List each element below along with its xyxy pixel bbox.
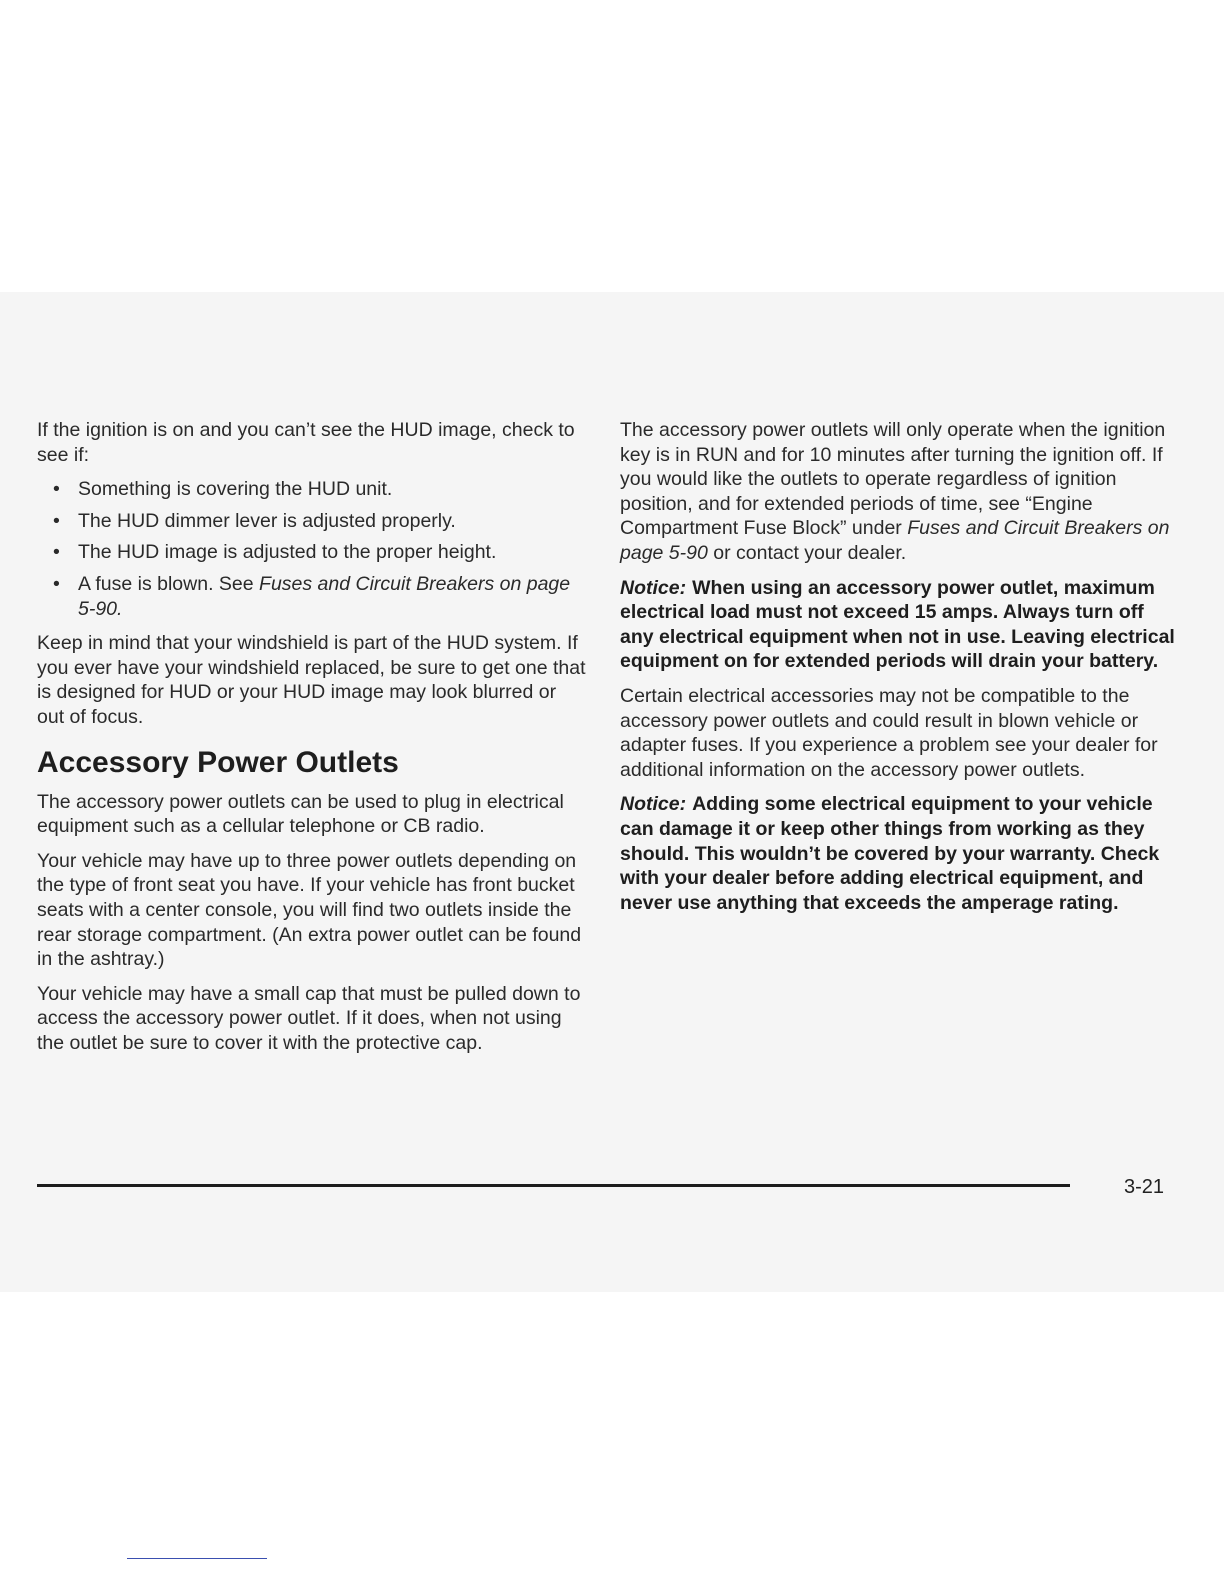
right-column	[620, 418, 1180, 925]
list-item-text: The HUD dimmer lever is adjusted properly.	[78, 509, 456, 532]
bullet-glyph: •	[53, 509, 60, 532]
list-item-text: Something is covering the HUD unit.	[78, 478, 393, 501]
hud-check-list	[37, 477, 587, 621]
fuses-reference-link[interactable]: Fuses and Circuit Breakers on page 5-90.	[78, 572, 571, 620]
notice-block	[620, 792, 1180, 915]
fuses-reference-link[interactable]: Fuses and Circuit Breakers on page 5-90	[620, 517, 1170, 564]
bottom-divider	[127, 1558, 267, 1559]
windshield-text: Keep in mind that your windshield is part of the HUD system. If you ever have your windshield replaced, be sure to get one that is designed for HUD or your HUD image may look blurred or out of focus.	[37, 632, 586, 728]
outlets-count-text: Your vehicle may have up to three power outlets depending on the type of front seat you have. If your vehicle has front bucket seats with a center console, you will find two outlets inside the rear storage compartment. (An extra power outlet can be found in the ashtray.)	[37, 849, 582, 971]
notice-block	[620, 576, 1180, 674]
list-item	[37, 509, 587, 534]
list-item	[37, 477, 587, 502]
section-heading: Accessory Power Outlets	[37, 745, 399, 779]
outlets-intro-text: The accessory power outlets can be used to plug in electrical equipment such as a cellular telephone or CB radio.	[37, 790, 564, 838]
outlet-operation-start: The accessory power outlets will only operate when the ignition key is in RUN and for 10 minutes after turning the ignition off. If you would like the outlets to operate regardless of ignition position, and for extended periods of time, see “Engine Compartment Fuse Block” under	[620, 419, 1166, 540]
bullet-glyph: •	[53, 478, 60, 501]
footer-rule	[37, 1184, 1070, 1187]
bullet-glyph: •	[53, 572, 60, 595]
left-column	[37, 418, 587, 1065]
notice-text: Adding some electrical equipment to your vehicle can damage it or keep other things from working as they should. This wouldn’t be covered by your warranty. Check with your dealer before adding electrical equipment, and never use anything that exceeds the amperage rating.	[620, 793, 1160, 914]
notice-text: When using an accessory power outlet, maximum electrical load must not exceed 15 amps. Always turn off any electrical equipment when not in use. Leaving electrical equipment on for extended periods will drain your battery.	[620, 576, 1175, 673]
notice-label: Notice:	[620, 793, 687, 816]
page-number: 3-21	[1124, 1176, 1165, 1198]
compatibility-text: Certain electrical accessories may not be compatible to the accessory power outlets and could result in blown vehicle or adapter fuses. If you experience a problem see your dealer for additional information on the accessory power outlets.	[620, 684, 1158, 781]
bullet-glyph: •	[53, 541, 60, 564]
list-item-text: The HUD image is adjusted to the proper height.	[78, 541, 497, 564]
outlet-operation-text	[620, 418, 1180, 566]
list-item	[37, 572, 587, 621]
list-item	[37, 540, 587, 565]
outlet-operation-end: or contact your dealer.	[707, 541, 907, 564]
hud-intro-text: If the ignition is on and you can’t see the HUD image, check to see if:	[37, 419, 575, 466]
list-item-text: A fuse is blown. See	[78, 572, 260, 595]
outlet-cap-text: Your vehicle may have a small cap that must be pulled down to access the accessory power outlet. If it does, when not using the outlet be sure to cover it with the protective cap.	[37, 982, 581, 1054]
notice-label: Notice:	[620, 576, 687, 599]
